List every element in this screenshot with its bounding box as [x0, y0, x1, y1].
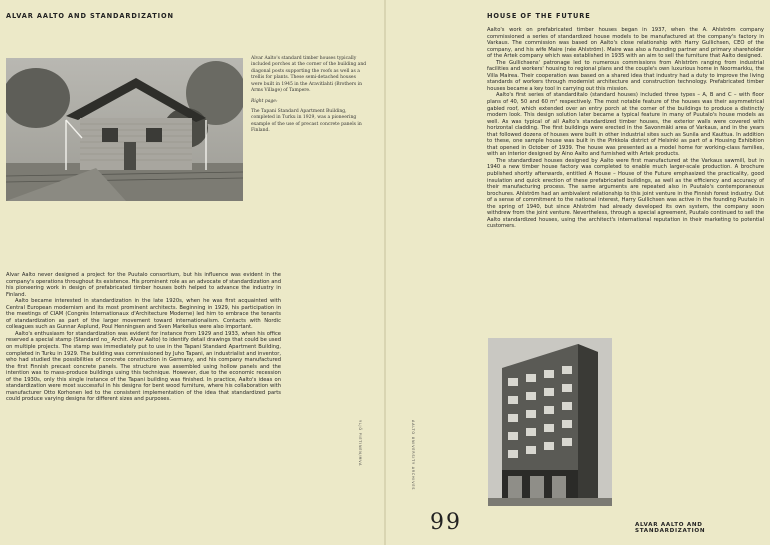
left-body-text [6, 272, 281, 403]
apartment-building-photo [488, 338, 612, 506]
right-paragraph: The standardized houses designed by Aalto were first manufactured at the Varkaus sawmill, but in 1940 a new timber house factory was completed to enable much larger-scale production. A brochure published shortly afterwards, entitled A House – House of the Future emphasized the practicality, good insulation and quick erection of these prefabricated buildings, as well as the efficiency and accuracy of their manufacturing process. The same arguments are repeated also in Puutalo's contemporaneous brochures. Ahlström had an ambivalent relationship to this joint venture in the Finnish forest industry. Out of a sense of commitment to the national interest, Harry Gullichsen was active in the founding Puutalo in the spring of 1940, but since Ahlström had already developed its own system, the company soon withdrew from the joint venture. Nevertheless, through a special agreement, Puutalo continued to sell the Aalto standardized houses, using the architect's international reputation in their marketing to potential customers. [487, 157, 764, 230]
caption-subheading: Right page: [251, 99, 278, 105]
left-paragraph: Alvar Aalto never designed a project for the Puutalo consortium, but his influence was evident in the company's operations throughout its existence. His prominent role as an advocate of standardization and his pioneering work in design of prefabricated timber houses both helped to advance the industry in Finland. [6, 272, 281, 298]
right-paragraph: Aalto's first series of standarditalo (standard houses) included three types – A, B and C – with floor plans of 40, 50 and 60 m² respectively. The most notable feature of the houses was their asymmetrical gabled roof, which extended over an entry porch at the corner of the buildings to produce a distinctly modern look. This design solution later became a typical feature in many of Puutalo's house models as well. As was typical of all Aalto's standardized timber houses, the exterior walls were covered with horizontal cladding. The first buildings were erected in the Savonmäki area of Varkaus, and in the years that followed dozens of houses were built in other industrial sites such as Sunila and Kauttua. In addition to these, one sample house was built in the Pirkkola district of Helsinki as part of a Housing Exhibition that opened in October of 1939. The house was presented as a model home for working-class families, with an interior designed by Aino Aalto and furnished with Artek products. [487, 92, 764, 158]
right-paragraph: Aalto's work on prefabricated timber houses began in 1937, when the A. Ahlström company commissioned a series of standardized house models to be manufactured at the company's factory in Varkaus. The commission was based on Aalto's close relationship with Harry Gullichsen, CEO of the company, and his wife Maire (née Ahlström). Maire was also a founding partner and primary shareholder of the Artek company which was established in 1935 with an aim to sell the furniture that Aalto designed. [487, 27, 764, 60]
right-body-text [487, 27, 764, 230]
timber-houses-photo [6, 58, 243, 201]
left-paragraph: Aalto became interested in standardization in the late 1920s, when he was first acquainted with Central European modernism and its most prominent architects. Beginning in 1929, his participation in the meetings of CIAM (Congrès Internationaux d'Architecture Moderne) led him to embrace the tenants of standardization as part of the larger movement toward internationalism. Contacts with Nordic colleagues such as Gunnar Asplund, Poul Henningsen and Sven Markelius were also important. [6, 298, 281, 331]
caption-second: The Tapani Standard Apartment Building, completed in Turku in 1929, was a pioneering example of the use of precast concrete panels in Finland. [251, 108, 362, 134]
caption-main: Alvar Aalto's standard timber houses typically included porches at the corner of the building and diagonal posts supporting the roofs as well as a trellis for plants. These semi-detached houses were built in 1945 in the Aravitlahti (Brothers in Arms Village) of Tampere. [251, 56, 367, 94]
page-gutter [384, 0, 386, 545]
left-running-header: ALVAR AALTO AND STANDARDIZATION [6, 12, 174, 20]
right-running-header: HOUSE OF THE FUTURE [487, 12, 591, 20]
right-paragraph: The Gullichsens' patronage led to numerous commissions from Ahlström ranging from industrial facilities and workers' housing to regional plans and the couple's own luxurious home in Noormarkku, the Villa Mairea. Their cooperation was based on a shared idea that industry had a duty to improve the living standards of workers through modernist architecture and construction technology. Prefabricated timber houses became a key tool in carrying out this mission. [487, 59, 764, 92]
photo-caption [251, 56, 367, 139]
left-photo-credit: YLJÖ PIETINEN/MVA [358, 420, 362, 467]
page-number: 99 [430, 510, 462, 535]
right-photo-credit: AALTO UNIVERSITY ARCHIVES [411, 420, 415, 491]
right-footer-title: ALVAR AALTO AND STANDARDIZATION [635, 522, 706, 534]
left-paragraph: Aalto's enthusiasm for standardization was evident for instance from 1929 and 1933, when his office reserved a special stamp (Standard no_ Archit. Alvar Aalto) to identify detail drawings that could be used on multiple projects. The stamp was immediately put to use in the Tapani Standard Apartment Building, completed in Turku in 1929. The building was commissioned by Juho Tapani, an industrialist and inventor, who had studied the possibilities of concrete construction in Germany, and his company manufactured the first Finnish precast concrete panels. The structure was assembled using hollow panels and the intention was to mass-produce buildings using this technique. However, due to the economic recession of the 1930s, only this single instance of the Tapani building was finished. In practice, Aalto's ideas on standardization were most successful in his designs for bent wood furniture, where his collaboration with manufacturer Otto Korhonen led to the consistent implementation of the idea that standardized parts could produce varying designs for different sizes and purposes. [6, 330, 281, 403]
